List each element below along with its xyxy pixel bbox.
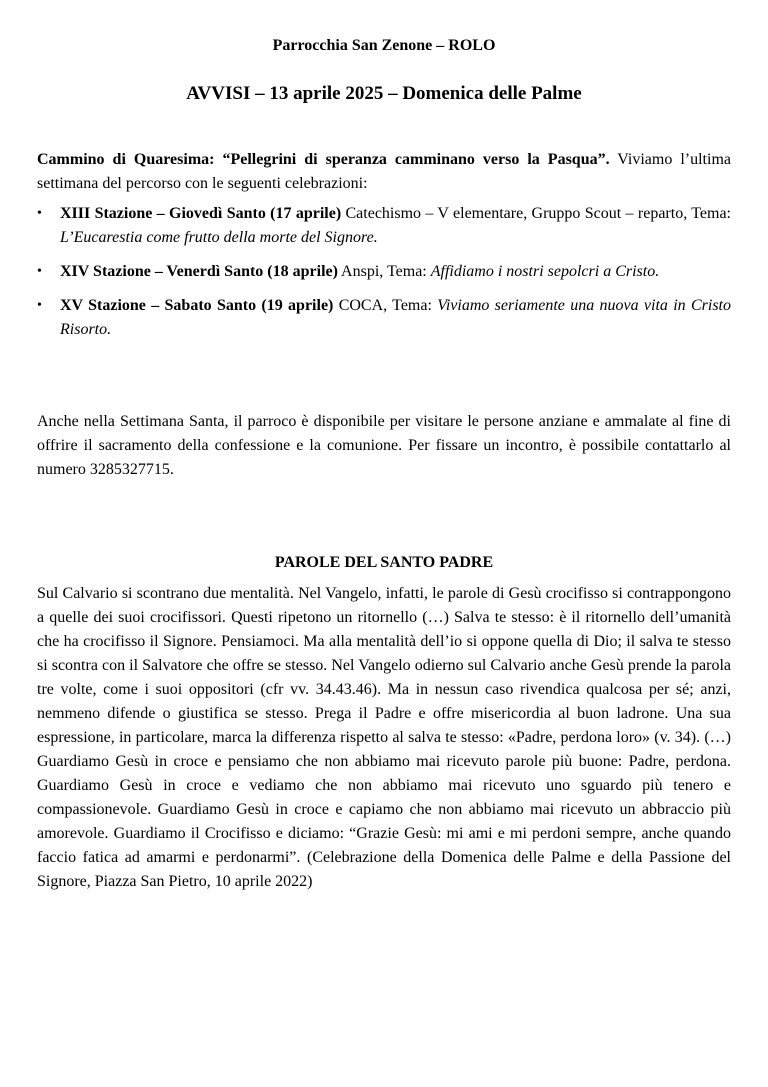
parish-name: Parrocchia San Zenone – ROLO — [272, 37, 496, 54]
section-title: PAROLE DEL SANTO PADRE — [274, 554, 494, 571]
pope-words-text: Sul Calvario si scontrano due mentalità. Nel Vangelo, infatti, le parole di Gesù crocifisso si contrappongono a quelle dei suoi crocifissori. Questi ripetono un ritornello (…) Salva te stesso: è il ritornello dell’umanità che ha crocifisso il Signore. Pensiamoci. Ma alla mentalità dell’io si oppone quella di Dio; il salva te stesso si scontra con il Salvatore che offre se stesso. Nel Vangelo odierno sul Calvario anche Gesù prende la parola tre volte, come i suoi oppositori (cfr vv. 34.43.46). Ma in nessun caso rivendica qualcosa per sé; anzi, nemmeno difende o giustifica se stesso. Prega il Padre e offre misericordia al buon ladrone. Una sua espressione, in particolare, marca la differenza rispetto al salva te stesso: «Padre, perdona loro» (v. 34). (…) Guardiamo Gesù in croce e pensiamo che non abbiamo mai ricevuto parole più buone: Padre, perdona. Guardiamo Gesù in croce e vediamo che non abbiamo mai ricevuto uno sguardo più tenero e compassionevole. Guardiamo Gesù in croce e capiamo che non abbiamo mai ricevuto un abbraccio più amorevole. Guardiamo il Crocifisso e diciamo: “Grazie Gesù: mi ami e mi perdoni sempre, anche quando faccio fatica ad amarmi e perdonarmi”. (Celebrazione della Domenica delle Palme e della Passione del Signore, Piazza San Pietro, 10 aprile 2022) — [37, 585, 731, 890]
notice-title: AVVISI – 13 aprile 2025 – Domenica delle Palme — [186, 83, 582, 104]
lent-intro — [37, 148, 731, 196]
pope-words — [37, 582, 731, 894]
lent-intro-text: Viviamo l’ultima settimana del percorso con le seguenti celebrazioni: — [37, 151, 731, 192]
station-title: XIV Stazione – Venerdì Santo (18 aprile) — [60, 263, 338, 280]
station-title: XIII Stazione – Giovedì Santo (17 aprile) — [60, 205, 342, 222]
bullet-icon: • — [37, 264, 42, 279]
bullet-icon: • — [37, 206, 42, 221]
stations-list — [37, 202, 731, 352]
station-theme: L’Eucarestia come frutto della morte del Signore. — [60, 229, 378, 246]
station-desc: Catechismo – V elementare, Gruppo Scout – reparto, Tema: — [341, 205, 731, 222]
lent-intro-bold: Cammino di Quaresima: “Pellegrini di speranza camminano verso la Pasqua”. — [37, 151, 610, 168]
pastor-notice: Anche nella Settimana Santa, il parroco è disponibile per visitare le persone anziane e ammalate al fine di offrire il sacramento della confessione e la comunione. Per fissare un incontro, è possibile contattarlo al numero 3285327715. — [37, 413, 731, 478]
station-title: XV Stazione – Sabato Santo (19 aprile) — [60, 297, 334, 314]
station-desc: Anspi, Tema: — [337, 263, 431, 280]
list-item — [37, 260, 731, 284]
list-item — [37, 294, 731, 342]
list-item — [37, 202, 731, 250]
bullet-icon: • — [37, 298, 42, 313]
station-desc: COCA, Tema: — [333, 297, 438, 314]
station-theme: Viviamo seriamente una nuova vita in Cristo Risorto. — [60, 297, 731, 338]
station-theme: Affidiamo i nostri sepolcri a Cristo. — [430, 263, 660, 280]
